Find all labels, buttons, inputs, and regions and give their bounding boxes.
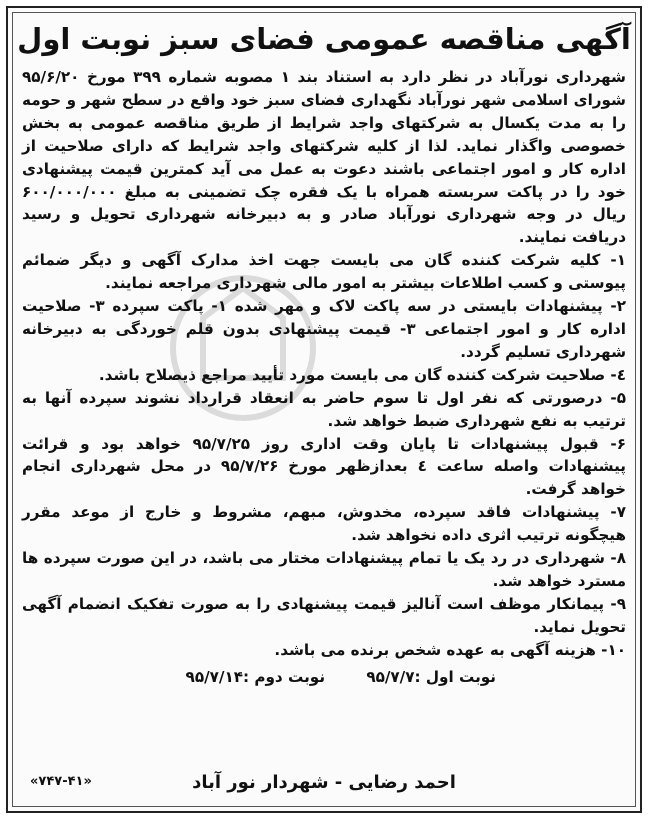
condition-item-8: ۸- شهرداری در رد یک یا تمام پیشنهادات مختار می باشد، در این صورت سپرده ها مسترد خواهد شد.: [22, 549, 626, 590]
notice-title: آگهی مناقصه عمومی فضای سبز نوبت اول: [17, 22, 631, 56]
notice-frame: [6, 6, 642, 813]
condition-item-4: ٤- صلاحیت شرکت کننده گان می بایست مورد تأیید مراجع ذیصلاح باشد.: [98, 365, 626, 384]
condition-item-6: ۶- قبول پیشنهادات تا پایان وقت اداری روز ۹۵/۷/۲۵ خواهد بود و قرائت پیشنهادات واصله ساعت ٤ بعدازظهر مورخ ۹۵/۷/۲۶ در محل شهرداری انجام خواهد گرفت.: [22, 434, 626, 499]
condition-item-5: ۵- درصورتی که نفر اول تا سوم حاضر به انعقاد قرارداد نشوند سپرده آنها به ترتیب به نفع شهرداری ضبط خواهد شد.: [22, 388, 626, 430]
publication-rounds: [22, 666, 626, 689]
condition-item-1: ۱- کلیه شرکت کننده گان می بایست جهت اخذ مدارک آگهی و دیگر ضمائم پیوستی و کسب اطلاعات بیشتر به امور مالی شهرداری مراجعه نمایند.: [22, 251, 626, 293]
condition-item-9: ۹- پیمانکار موظف است آنالیز قیمت پیشنهادی را به صورت تفکیک انضمام آگهی تحویل نماید.: [22, 594, 626, 636]
intro-paragraph: شهرداری نورآباد در نظر دارد به استناد بند ۱ مصوبه شماره ۳۹۹ مورخ ۹۵/۶/۲۰ شورای اسلامی شهر نورآباد نگهداری فضای سبز خود واقع در سطح شهر و حومه را به مدت یکسال به شرکتهای واجد شرایط از طریق مناقصه عمومی به بخش خصوصی واگذار نماید. لذا از کلیه شرکتهای واجد شرایط که دارای صلاحیت از اداره کار و امور اجتماعی باشند دعوت به عمل می آید کمترین قیمت پیشنهادی خود را در پاکت سربسته همراه با یک فقره چک تضمینی به مبلغ ۶۰۰/۰۰۰/۰۰۰ ریال در وجه شهرداری نورآباد صادر و به دبیرخانه شهرداری تحویل و رسید دریافت نمایند.: [22, 68, 626, 247]
signature: احمد رضایی - شهردار نور آباد: [192, 772, 456, 793]
round-second: نوبت دوم :۹۵/۷/۱۴: [185, 667, 326, 686]
condition-item-10: ۱۰- هزینه آگهی به عهده شخص برنده می باشد.: [274, 640, 626, 659]
condition-item-2: ۲- پیشنهادات بایستی در سه پاکت لاک و مهر شده ۱- پاکت سپرده ۳- صلاحیت اداره کار و امور اجتماعی ۳- قیمت پیشنهادی بدون قلم خوردگی به دبیرخانه شهرداری تسلیم گردد.: [22, 297, 626, 361]
round-first: نوبت اول :۹۵/۷/۷: [366, 667, 496, 686]
notice-body: [22, 66, 626, 688]
notice-code: «۷۴۷-۴۱»: [30, 774, 92, 789]
condition-item-7: ۷- پیشنهادات فاقد سپرده، مخدوش، مبهم، مشروط و خارج از موعد مقرر هیچگونه ترتیب اثری داده نخواهد شد.: [22, 503, 626, 545]
